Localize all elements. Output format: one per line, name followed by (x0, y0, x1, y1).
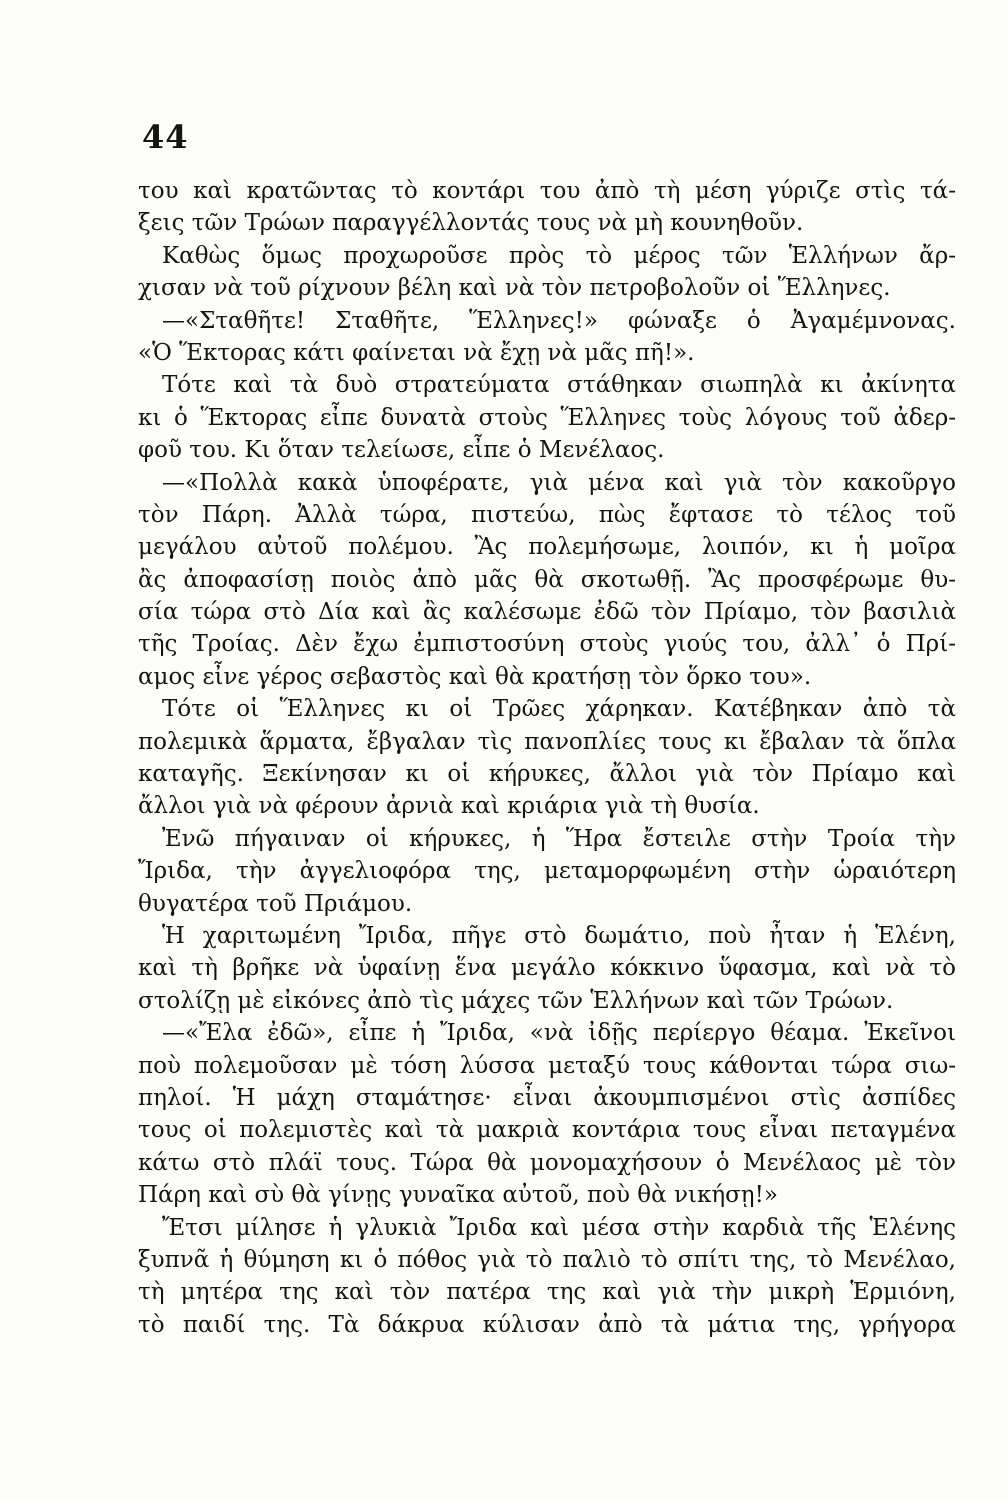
text-line: πολεμικὰ ἅρματα, ἔβγαλαν τὶς πανοπλίες τους κι ἔβαλαν τὰ ὅπλα (138, 728, 956, 755)
text-line: τῆς Τροίας. Δὲν ἔχω ἐμπιστοσύνη στοὺς γιούς του, ἀλλ᾽ ὁ Πρί- (138, 631, 956, 658)
text-line: τὸν Πάρη. Ἀλλὰ τώρα, πιστεύω, πὼς ἔφτασε τὸ τέλος τοῦ (138, 501, 956, 528)
text-line: Τότε καὶ τὰ δυὸ στρατεύματα στάθηκαν σιωπηλὰ κι ἀκίνητα (162, 372, 956, 399)
text-line: χισαν νὰ τοῦ ρίχνουν βέλη καὶ νὰ τὸν πετροβολοῦν οἱ Ἕλληνες. (138, 275, 891, 302)
text-line: αμος εἶνε γέρος σεβαστὸς καὶ θὰ κρατήσῃ τὸν ὅρκο του». (138, 663, 812, 690)
text-line: ξεις τῶν Τρώων παραγγέλλοντάς τους νὰ μὴ κουνηθοῦν. (138, 210, 804, 237)
text-line: ἄλλοι γιὰ νὰ φέρουν ἀρνιὰ καὶ κριάρια γιὰ τὴ θυσία. (138, 793, 760, 820)
text-line: τὸ παιδί της. Τὰ δάκρυα κύλισαν ἀπὸ τὰ μάτια της, γρήγορα (138, 1311, 956, 1338)
text-line: Πάρη καὶ σὺ θὰ γίνῃς γυναῖκα αὐτοῦ, ποὺ θὰ νικήσῃ!» (138, 1182, 778, 1209)
text-line: κι ὁ Ἕκτορας εἶπε δυνατὰ στοὺς Ἕλληνες τοὺς λόγους τοῦ ἀδερ- (138, 404, 956, 431)
text-line: κάτω στὸ πλάϊ τους. Τώρα θὰ μονομαχήσουν ὁ Μενέλαος μὲ τὸν (138, 1149, 956, 1176)
text-line: Ἔτσι μίλησε ἡ γλυκιὰ Ἴριδα καὶ μέσα στὴν καρδιὰ τῆς Ἑλένης (162, 1214, 956, 1241)
text-line: ποὺ πολεμοῦσαν μὲ τόση λύσσα μεταξύ τους κάθονται τώρα σιω- (138, 1052, 956, 1079)
text-line: πηλοί. Ἡ μάχη σταμάτησε· εἶναι ἀκουμπισμένοι στὶς ἀσπίδες (138, 1084, 956, 1111)
text-line: καὶ τὴ βρῆκε νὰ ὑφαίνῃ ἕνα μεγάλο κόκκινο ὕφασμα, καὶ νὰ τὸ (138, 955, 956, 982)
text-line: —«Σταθῆτε! Σταθῆτε, Ἕλληνες!» φώναξε ὁ Ἀγαμέμνονας. (162, 307, 956, 334)
text-line: ξυπνᾶ ἡ θύμηση κι ὁ πόθος γιὰ τὸ παλιὸ τὸ σπίτι της, τὸ Μενέλαο, (138, 1246, 956, 1273)
text-line: θυγατέρα τοῦ Πριάμου. (138, 890, 413, 917)
text-line: Ἐνῶ πήγαιναν οἱ κήρυκες, ἡ Ἥρα ἔστειλε στὴν Τροία τὴν (162, 825, 956, 852)
text-line: —«Πολλὰ κακὰ ὑποφέρατε, γιὰ μένα καὶ γιὰ τὸν κακοῦργο (162, 469, 956, 496)
text-line: Ἴριδα, τὴν ἀγγελιοφόρα της, μεταμορφωμένη στὴν ὡραιότερη (138, 858, 956, 885)
text-line: Καθὼς ὅμως προχωροῦσε πρὸς τὸ μέρος τῶν Ἑλλήνων ἄρ- (162, 242, 956, 269)
body-text (138, 175, 956, 1341)
text-line: Τότε οἱ Ἕλληνες κι οἱ Τρῶες χάρηκαν. Κατέβηκαν ἀπὸ τὰ (162, 696, 956, 723)
text-line: καταγῆς. Ξεκίνησαν κι οἱ κήρυκες, ἄλλοι γιὰ τὸν Πρίαμο καὶ (138, 761, 956, 788)
text-line: —«Ἔλα ἐδῶ», εἶπε ἡ Ἴριδα, «νὰ ἰδῇς περίεργο θέαμα. Ἐκεῖνοι (162, 1020, 956, 1047)
text-line: τὴ μητέρα της καὶ τὸν πατέρα της καὶ γιὰ τὴν μικρὴ Ἑρμιόνη, (138, 1279, 956, 1306)
text-line: φοῦ του. Κι ὅταν τελείωσε, εἶπε ὁ Μενέλαος. (138, 437, 665, 464)
text-line: σία τώρα στὸ Δία καὶ ἂς καλέσωμε ἐδῶ τὸν Πρίαμο, τὸν βασιλιὰ (138, 599, 956, 626)
page-number: 44 (142, 118, 189, 156)
text-line: στολίζῃ μὲ εἰκόνες ἀπὸ τὶς μάχες τῶν Ἑλλήνων καὶ τῶν Τρώων. (138, 987, 894, 1014)
text-line: τους οἱ πολεμιστὲς καὶ τὰ μακριὰ κοντάρια τους εἶναι πεταγμένα (138, 1117, 956, 1144)
text-line: Ἡ χαριτωμένη Ἴριδα, πῆγε στὸ δωμάτιο, ποὺ ἦταν ἡ Ἑλένη, (162, 922, 956, 949)
text-line: του καὶ κρατῶντας τὸ κοντάρι του ἀπὸ τὴ μέση γύριζε στὶς τά- (138, 178, 956, 204)
text-line: «Ὁ Ἕκτορας κάτι φαίνεται νὰ ἔχῃ νὰ μᾶς πῆ!». (138, 339, 695, 366)
text-line: μεγάλου αὐτοῦ πολέμου. Ἂς πολεμήσωμε, λοιπόν, κι ἡ μοῖρα (138, 534, 956, 561)
text-line: ἂς ἀποφασίσῃ ποιὸς ἀπὸ μᾶς θὰ σκοτωθῇ. Ἂς προσφέρωμε θυ- (138, 566, 956, 593)
